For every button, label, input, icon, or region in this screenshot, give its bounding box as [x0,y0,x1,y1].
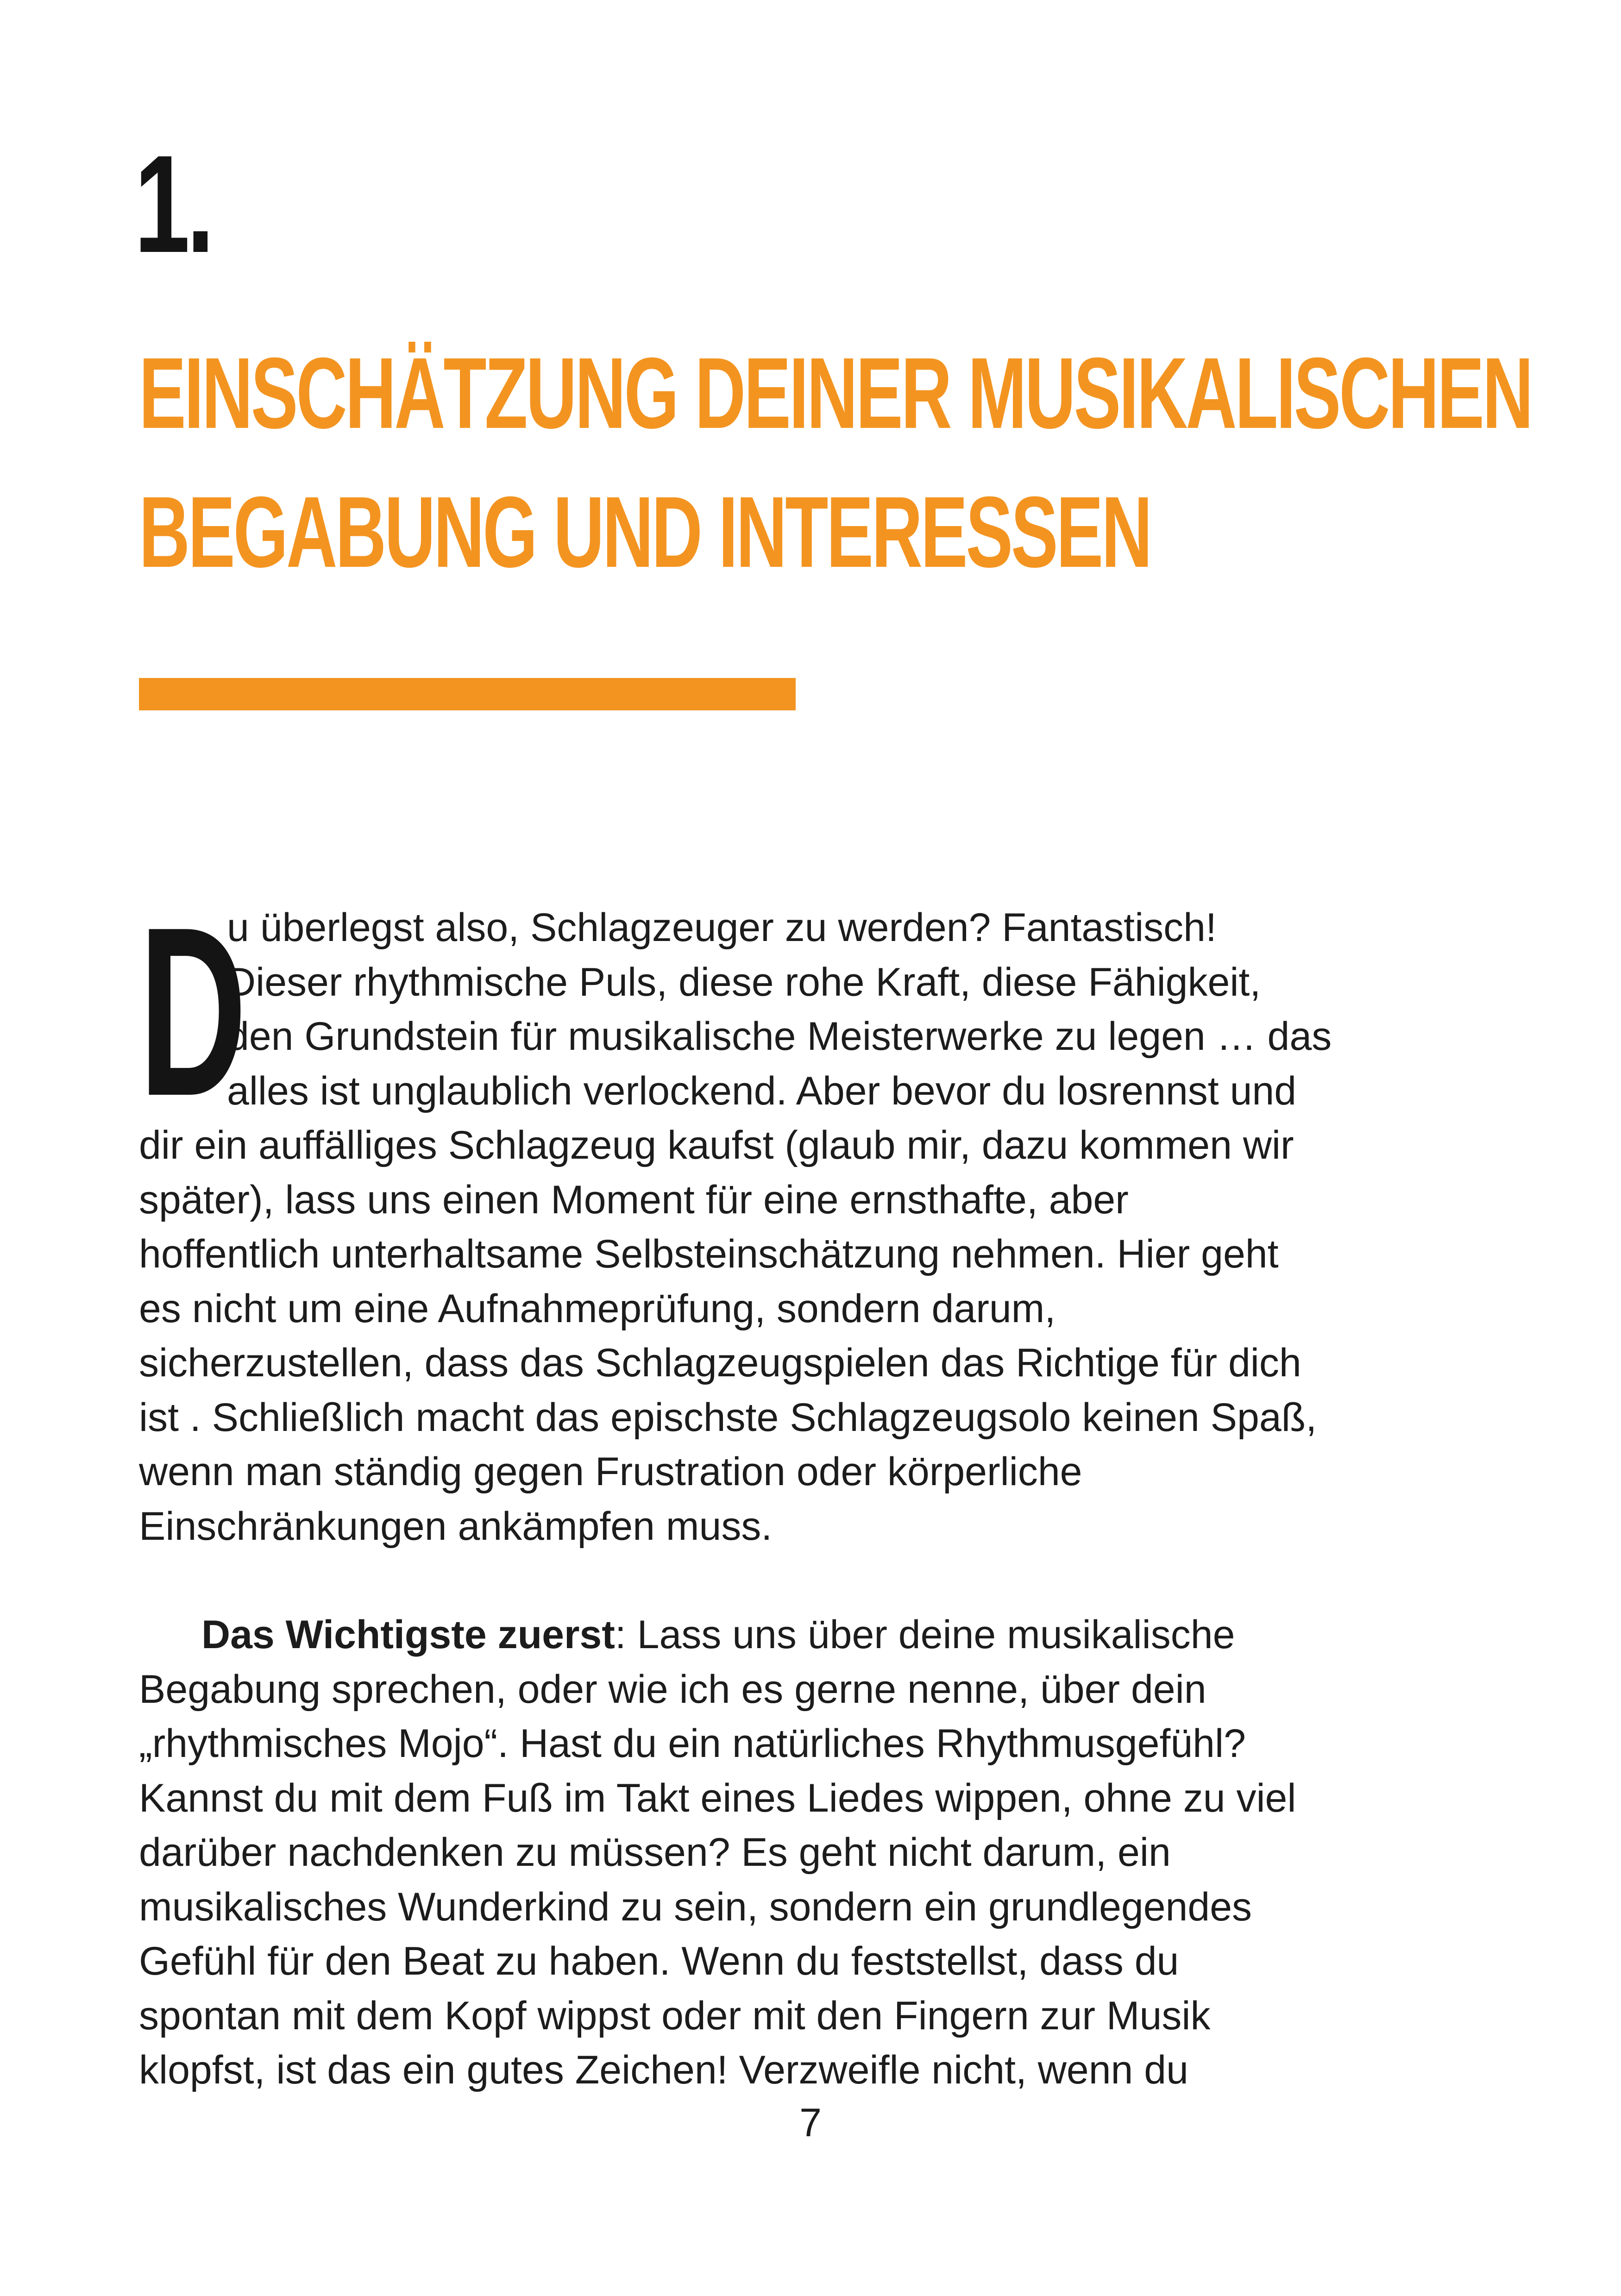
text-line: klopfst, ist das ein gutes Zeichen! Verzweifle nicht, wenn du [139,2048,1188,2092]
text-line: Dieser rhythmische Puls, diese rohe Kraft, diese Fähigkeit, [227,960,1261,1004]
text-line: hoffentlich unterhaltsame Selbsteinschätzung nehmen. Hier geht [139,1232,1279,1276]
text-line: den Grundstein für musikalische Meisterwerke zu legen … das [227,1014,1332,1059]
text-line: Begabung sprechen, oder wie ich es gerne nenne, über dein [139,1667,1206,1712]
text-line: darüber nachdenken zu müssen? Es geht nicht darum, ein [139,1830,1171,1875]
text-line: es nicht um eine Aufnahmeprüfung, sondern darum, [139,1286,1056,1331]
text-line: musikalisches Wunderkind zu sein, sondern ein grundlegendes [139,1884,1252,1929]
chapter-title-line-1: EINSCHÄTZUNG DEINER MUSIKALISCHEN [139,337,1532,450]
text-line: Einschränkungen ankämpfen muss. [139,1504,773,1549]
text-line: u überlegst also, Schlagzeuger zu werden? Fantastisch! [227,905,1217,950]
text-fragment: : Lass uns über deine musikalische [615,1612,1235,1657]
body-text [139,877,1510,2098]
text-line: dir ein auffälliges Schlagzeug kaufst (glaub mir, dazu kommen wir [139,1123,1294,1167]
text-line: „rhythmisches Mojo“. Hast du ein natürliches Rhythmusgefühl? [139,1721,1246,1766]
page-number: 7 [799,2101,822,2145]
text-line: wenn man ständig gegen Frustration oder körperliche [139,1449,1082,1494]
text-line: später), lass uns einen Moment für eine ernsthafte, aber [139,1177,1129,1222]
title-underline-bar [139,678,796,710]
text-line: Kannst du mit dem Fuß im Takt eines Liedes wippen, ohne zu viel [139,1775,1296,1820]
paragraph-lead-bold: Das Wichtigste zuerst [201,1612,615,1657]
text-line: Gefühl für den Beat zu haben. Wenn du feststellst, dass du [139,1939,1179,1983]
text-line: ist . Schließlich macht das epischste Schlagzeugsolo keinen Spaß, [139,1395,1317,1440]
paragraph-intro [139,877,1510,1554]
chapter-title [139,324,1575,602]
text-line: spontan mit dem Kopf wippst oder mit den Fingern zur Musik [139,1993,1211,2038]
chapter-number: 1. [134,126,211,282]
chapter-title-line-2: BEGABUNG UND INTERESSEN [139,476,1151,589]
drop-cap: D [139,877,247,1146]
text-line: alles ist unglaublich verlockend. Aber bevor du losrennst und [227,1068,1297,1113]
text-line: sicherzustellen, dass das Schlagzeugspielen das Richtige für dich [139,1341,1301,1385]
paragraph-rhythm [139,1608,1510,2098]
text-line [139,1608,1510,1662]
